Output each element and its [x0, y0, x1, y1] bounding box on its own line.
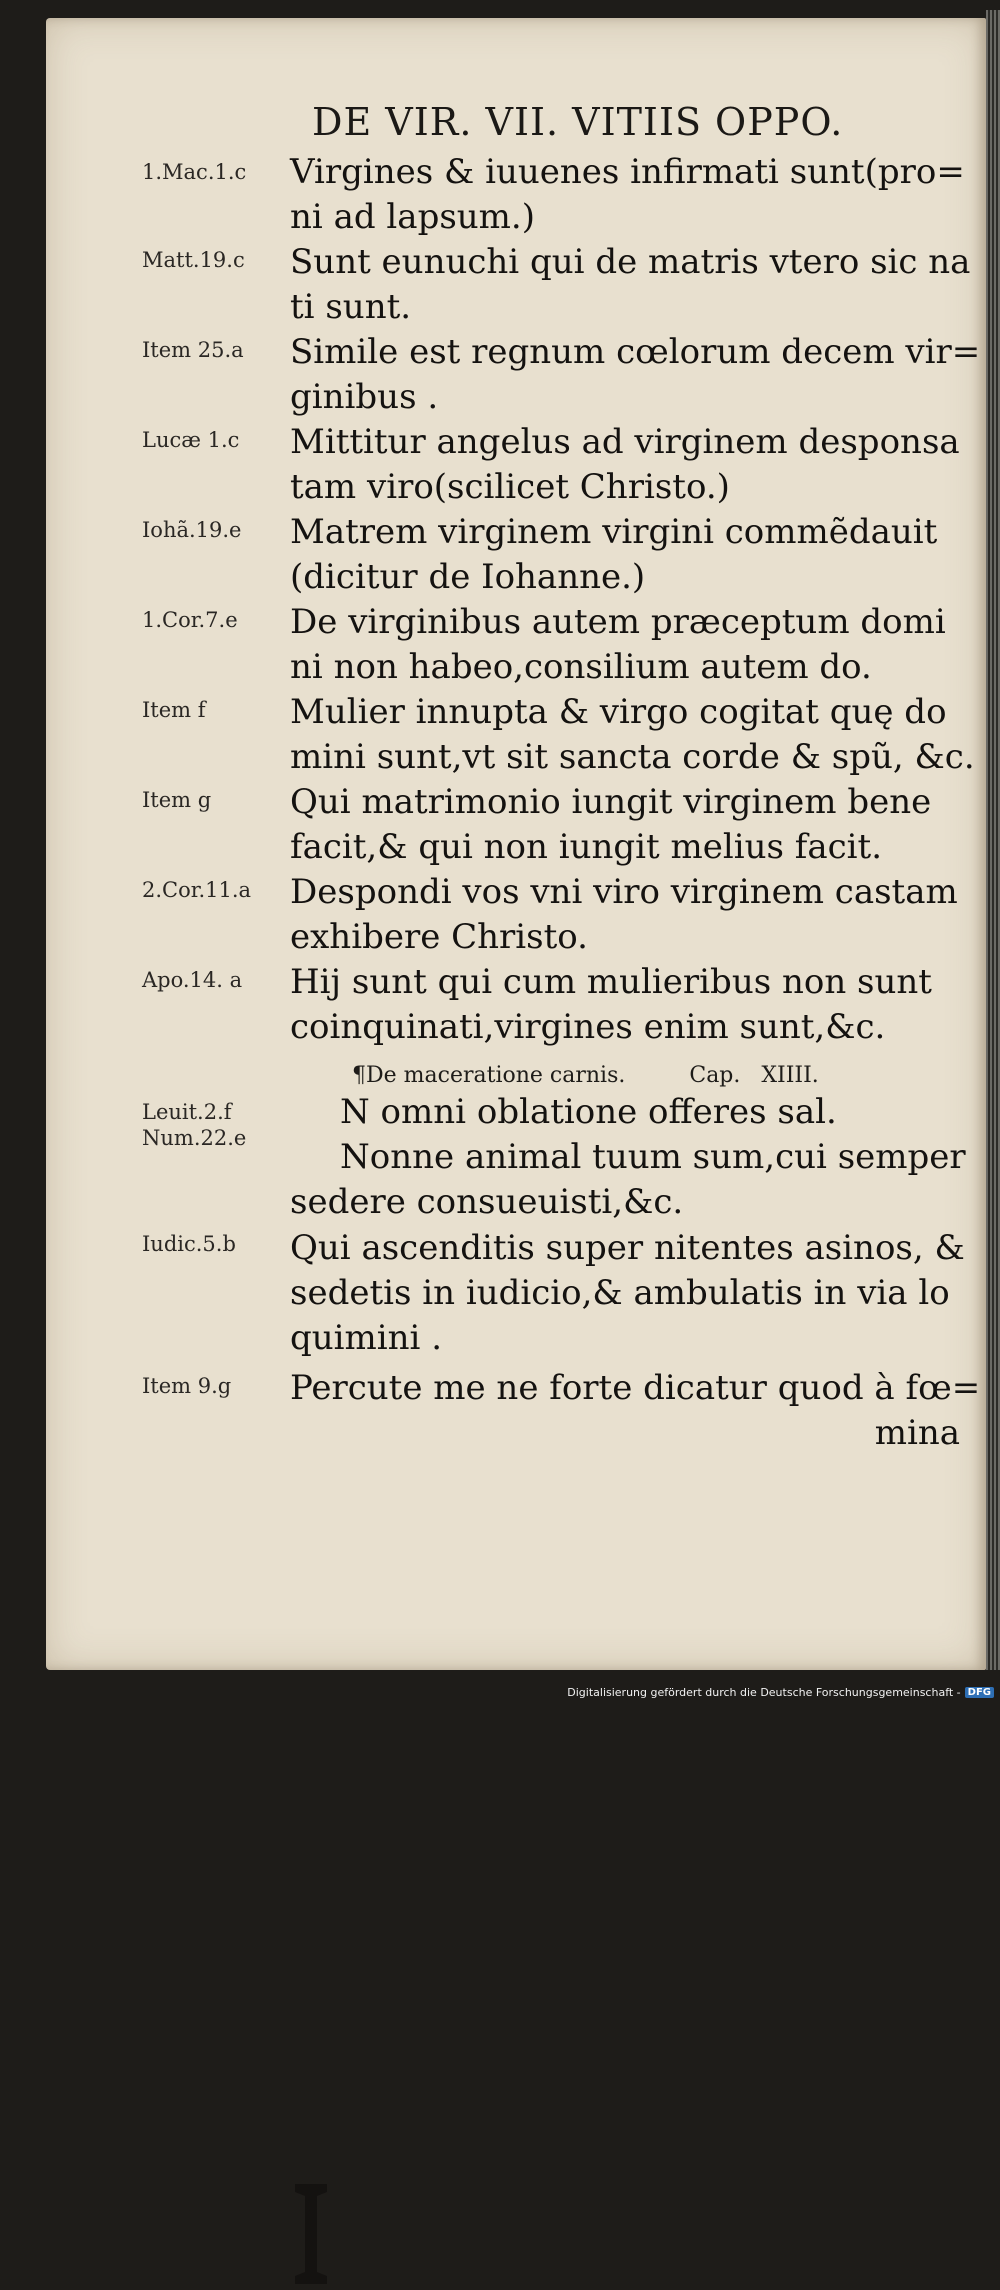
margin-reference: Item g	[142, 788, 212, 812]
verse-text	[290, 600, 970, 690]
verse-text	[290, 780, 970, 870]
verse-line: Despondi vos vni viro virginem castam	[290, 872, 958, 912]
drop-cap	[293, 2182, 329, 2286]
verse-line: Percute me ne forte dicatur quod à fœ=	[290, 1368, 981, 1408]
margin-reference: 2.Cor.11.a	[142, 878, 252, 902]
chapter-cap-label: Cap.	[689, 1063, 741, 1088]
margin-reference: Num.22.e	[142, 1126, 247, 1150]
chapter-number: XIIII.	[761, 1063, 819, 1088]
verse-line: tam viro(scilicet Christo.)	[290, 467, 730, 507]
verse-line: Mittitur angelus ad virginem desponsa	[290, 422, 960, 462]
verse-line: De virginibus autem præceptum domi	[290, 602, 946, 642]
margin-reference: Item 25.a	[142, 338, 244, 362]
verse-text	[290, 150, 970, 240]
verse-line: mina	[874, 1413, 960, 1453]
verse-text	[290, 690, 975, 780]
verse-text	[290, 1226, 970, 1361]
margin-reference: Item 9.g	[142, 1374, 232, 1398]
verse-text	[290, 240, 970, 330]
verse-line: mini sunt,vt sit sancta corde & spũ, &c.	[290, 737, 975, 777]
verse-line: Sunt eunuchi qui de matris vtero sic na	[290, 242, 971, 282]
margin-reference: Item f	[142, 698, 206, 722]
verse-line: ti sunt.	[290, 287, 412, 327]
margin-reference: Apo.14. a	[142, 968, 243, 992]
verse-line: ni ad lapsum.)	[290, 197, 535, 237]
margin-reference: 1.Mac.1.c	[142, 160, 247, 184]
margin-reference: Lucæ 1.c	[142, 428, 240, 452]
verse-line: coinquinati,virgines enim sunt,&c.	[290, 1007, 886, 1047]
verse-line: (dicitur de Iohanne.)	[290, 557, 646, 597]
footer-text: Digitalisierung gefördert durch die Deutsche Forschungsgemeinschaft -	[567, 1686, 961, 1699]
verse-text	[290, 330, 981, 420]
verse-text	[290, 870, 970, 960]
verse-line: Nonne animal tuum sum,cui semper	[340, 1137, 966, 1177]
verse-line: sedere consueuisti,&c.	[290, 1182, 684, 1222]
margin-reference: Matt.19.c	[142, 248, 245, 272]
verse-text	[290, 420, 970, 510]
drop-cap-glyph	[293, 2182, 329, 2286]
verse-text	[290, 960, 970, 1050]
margin-reference: Iohã.19.e	[142, 518, 242, 542]
footer-credit	[567, 1686, 994, 1699]
verse-line: exhibere Christo.	[290, 917, 588, 957]
verse-line: Hij sunt qui cum mulieribus non sunt	[290, 962, 932, 1002]
verse-text	[290, 1090, 970, 1225]
chapter-heading	[352, 1063, 819, 1088]
running-head: DE VIR. VII. VITIIS OPPO.	[312, 100, 844, 144]
dfg-logo: DFG	[965, 1687, 994, 1698]
verse-text	[290, 510, 970, 600]
verse-line: N omni oblatione offeres sal.	[340, 1092, 837, 1132]
verse-line: ni non habeo,consilium autem do.	[290, 647, 872, 687]
verse-line: Matrem virginem virgini commẽdauit	[290, 512, 938, 552]
verse-line: Simile est regnum cœlorum decem vir=	[290, 332, 981, 372]
verse-line: ginibus .	[290, 377, 439, 417]
margin-reference: 1.Cor.7.e	[142, 608, 238, 632]
book-edge	[986, 10, 1000, 1670]
margin-reference: Iudic.5.b	[142, 1232, 236, 1256]
verse-text	[290, 1366, 981, 1456]
verse-line: Mulier innupta & virgo cogitat quę do	[290, 692, 947, 732]
verse-line: Qui ascenditis super nitentes asinos, &	[290, 1228, 965, 1268]
verse-line: Qui matrimonio iungit virginem bene	[290, 782, 932, 822]
chapter-title: ¶De maceratione carnis.	[352, 1063, 626, 1088]
verse-line: Virgines & iuuenes infirmati sunt(pro=	[290, 152, 965, 192]
margin-reference: Leuit.2.f	[142, 1100, 232, 1124]
verse-line: quimini .	[290, 1318, 443, 1358]
verse-line: facit,& qui non iungit melius facit.	[290, 827, 883, 867]
verse-line: sedetis in iudicio,& ambulatis in via lo	[290, 1273, 950, 1313]
